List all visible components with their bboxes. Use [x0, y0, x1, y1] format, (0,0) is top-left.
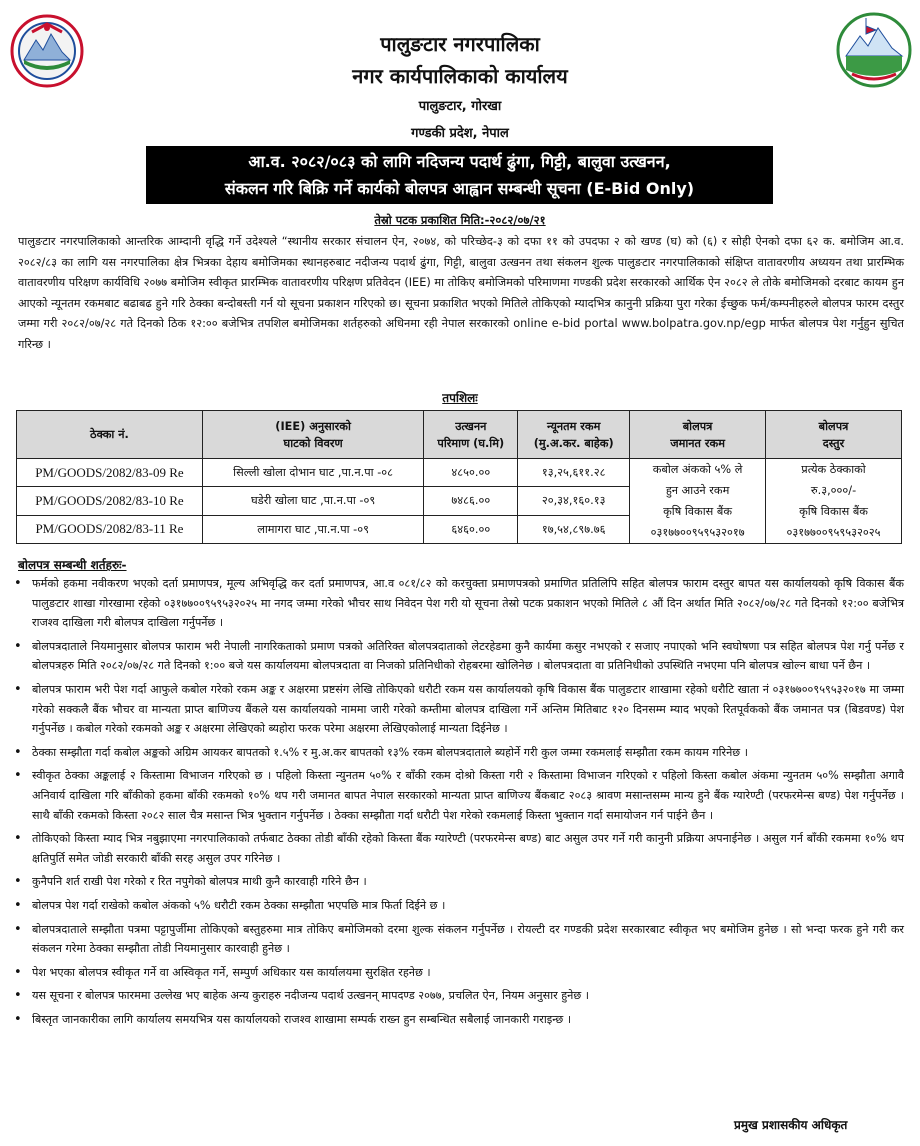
- notice-title-line-2: संकलन गरि बिक्रि गर्ने कार्यको बोलपत्र आह्वान सम्बन्धी सूचना (E-Bid Only): [224, 179, 695, 198]
- notice-title-banner: [146, 146, 773, 204]
- list-item: • बोलपत्रदाताले नियमानुसार बोलपत्र फाराम भरी नेपाली नागरिकताको प्रमाण पत्रको अतिरिक्त बोलपत्रदाताको लेटरहेडमा कुनै कार्यमा कसुर नभएको र सजाए नपाएको भनि स्वघोषणा पत्र सहित बोलपत्र पेश गर्नु पर्नेछ र बोलपत्रहरु मिति २०८२/०७/२८ गते दिनको १:०० बजे यस कार्यालयमा बोलपत्रदाता वा निजको प्रतिनिधीको रोहबरमा खोलिनेछ । बोलपत्रदाता वा प्रतिनिधीको उपस्थिति नभएमा पनि बोलपत्र खोल्न बाधा पर्ने छैन ।: [14, 638, 904, 673]
- contract-ref: PM/GOODS/2082/83-10 Re: [17, 487, 203, 515]
- col-header-site: (IEE) अनुसारको घाटको विवरण: [202, 411, 424, 459]
- min-amount: २०,३४,१६०.१३: [518, 487, 630, 515]
- quantity: ७४८६.००: [424, 487, 518, 515]
- quantity: ४८५०.००: [424, 459, 518, 487]
- office-address: पालुङटार, गोरखा: [418, 99, 502, 114]
- terms-list: [14, 574, 904, 1033]
- bullet-icon: •: [14, 874, 22, 890]
- min-amount: १३,२५,६११.२८: [518, 459, 630, 487]
- list-item: • बोलपत्र पेश गर्दा राखेको कबोल अंकको ५% धरौटी रकम ठेक्का सम्झौता भएपछि मात्र फिर्ता दिईने छ ।: [14, 896, 904, 916]
- col-header-contract-no: ठेक्का नं.: [17, 411, 203, 459]
- publish-date: तेस्रो पटक प्रकाशित मिति:-२०८२/०७/२१: [374, 213, 546, 227]
- office-name: नगर कार्यपालिकाको कार्यालय: [352, 64, 568, 88]
- list-item: • कुनैपनि शर्त राखी पेश गरेको र रित नपुगेको बोलपत्र माथी कुनै कारवाही गरिने छैन ।: [14, 872, 904, 892]
- intro-paragraph: पालुङटार नगरपालिकाको आन्तरिक आम्दानी वृद्धि गर्ने उदेश्यले “स्थानीय सरकार संचालन ऐन, २०७४, को परिच्छेद-३ को दफा ११ को उपदफा २ को खण्ड (घ) को (६) र सोही ऐनको दफा ६२ क. बमोजिम आ.व. २०८२/८३ का लागि यस नगरपालिका क्षेत्र भित्रका देहाय बमोजिमका स्थानहरुबाट नदीजन्य पदार्थ ढुंगा, गिट्टी, बालुवा उत्खनन तथा संकलन शुल्क पालुङटार नगरपालिकाको संक्षिप्त वातावरणीय अध्ययन तथा प्रारम्भिक वातावरणीय परिक्षण कार्यविधि २०७७ बमोजिम स्वीकृत प्रारम्भिक वातावरणीय परिक्षण प्रतिवेदन (IEE) मा तोकिए बमोजिमको परिमाणमा गण्डकी प्रदेश सरकारको आर्थिक ऐन २०८२ ले तोके बमोजिमको दरबाट कायम हुन आएको न्यूनतम रकमबाट बढाबढ हुने गरि ठेक्का बन्दोबस्ती गर्न यो सूचना प्रकाशन गरिएको छ। सूचना प्रकाशित भएको मितिले तोकिएको म्यादभित्र कानुनी प्रक्रिया पुरा गरेका ईच्छुक फर्म/कम्पनीहरुले बोलपत्र फारम दस्तुर जम्मा गरी २०८२/०७/२८ गते दिनको ठिक १२:०० बजेभित्र तपशिल बमोजिमका शर्तहरुको अधिनमा रही नेपाल सरकारको online e-bid portal www.bolpatra.gov.np/egp मार्फत बोलपत्र पेश गर्नुहुन सुचित गरिन्छ ।: [18, 235, 905, 351]
- bullet-icon: •: [14, 897, 22, 913]
- bullet-icon: •: [14, 831, 22, 847]
- list-item: • स्वीकृत ठेक्का अङ्कलाई २ किस्तामा विभाजन गरिएको छ । पहिलो किस्ता न्युनतम ५०% र बाँकी रकम दोश्रो किस्ता गरी २ किस्तामा विभाजन गरिएको र पहिलो किस्ता कबोल अंकमा न्युनतम ५०% सम्झौता अगावै अनिवार्य दाखिला गरि बाँकीको हकमा बाँकी रकमको १०% थप गरी जमानत बापत नेपाल सरकारको मान्यता प्राप्त बाणिज्य बैंकबाट २०८३ श्रावण मसान्तसम्म मान्य हुने बैंक ग्यारेण्टी (परफरमेन्स बण्ड) पेश गर्नुपर्नेछ । साथै बाँकी रकमको किस्ता २०८२ साल चैत्र मसान्त भित्र भुक्तान गर्नुपर्नेछ । ठेक्का सम्झौता गर्दा धरौटी पेश गरेको रकमलाई किस्ता भुक्तान गर्दा समायोजन गर्न पाईने छैन ।: [14, 768, 904, 822]
- list-item: • बोलपत्रदाताले सम्झौता पत्रमा पट्टापुर्जीमा तोकिएको बस्तुहरुमा मात्र तोकिए बमोजिमको दरमा शुल्क संकलन गर्नुपर्नेछ । रोयल्टी दर गण्डकी प्रदेश सरकारबाट स्वीकृत भए बमोजिम हुनेछ । सो भन्दा फरक हुने गरी कर संकलन गरेमा ठेक्का सम्झौता तोडी नियमानुसार कारवाही हुनेछ ।: [14, 921, 904, 956]
- list-item: • तोकिएको किस्ता म्याद भित्र नबुझाएमा नगरपालिकाको तर्फबाट ठेक्का तोडी बाँकी रहेको किस्ता बैंक ग्यारेण्टी (परफरमेन्स बण्ड) बाट असुल उपर गर्ने गरी कानुनी प्रक्रिया अपनाईनेछ । असुल गर्न बाँकी रकममा १०% थप क्षतिपुर्ति समेत जोडी सरकारी बाँकी सरह असुल उपर गरिनेछ ।: [14, 831, 904, 865]
- list-item: • फर्मको हकमा नवीकरण भएको दर्ता प्रमाणपत्र, मूल्य अभिवृद्धि कर दर्ता प्रमाणपत्र, आ.व ०८१/८२ को करचुक्ता प्रमाणपत्रको प्रमाणित प्रतिलिपि सहित बोलपत्र फाराम दस्तुर बापत यस कार्यालयको कृषि विकास बैंक पालुङटार शाखा गोरखामा रहेको ०३१७७००९५९५३२०२५ मा नगद जम्मा गरेको भौचर साथ निवेदन पेश गरी यो सूचना तेस्रो पटक प्रकाशन भएको मितिले ८ औं दिन अर्थात मिति २०८२/०७/२८ गते दिनको १२:०० बजेभित्र राजश्व दाखिला गरी बोलपत्र दाखिला गर्नुपर्नेछ ।: [14, 576, 904, 630]
- list-item: • यस सूचना र बोलपत्र फारममा उल्लेख भए बाहेक अन्य कुराहरु नदीजन्य पदार्थ उत्खनन् मापदण्ड २०७७, प्रचलित ऐन, नियम अनुसार हुनेछ ।: [14, 986, 904, 1006]
- min-amount: १७,५४,८९७.७६: [518, 515, 630, 543]
- bid-fee-cell: प्रत्येक ठेक्काको रु.३,०००/- कृषि विकास बैंक ०३१७७००९५९५३२०२५: [766, 459, 902, 544]
- terms-heading: बोलपत्र सम्बन्धी शर्तहरुः-: [18, 558, 127, 572]
- bullet-icon: •: [14, 768, 22, 784]
- quantity: ६४६०.००: [424, 515, 518, 543]
- bullet-icon: •: [14, 638, 22, 654]
- bullet-icon: •: [14, 964, 22, 980]
- contract-ref: PM/GOODS/2082/83-11 Re: [17, 515, 203, 543]
- contract-ref: PM/GOODS/2082/83-09 Re: [17, 459, 203, 487]
- col-header-quantity: उत्खनन परिमाण (घ.मि): [424, 411, 518, 459]
- contract-table: [16, 410, 902, 544]
- list-item: • ठेक्का सम्झौता गर्दा कबोल अङ्कको अग्रिम आयकर बापतको १.५% र मु.अ.कर बापतको १३% रकम बोलपत्रदाताले ब्यहोर्ने गरी कुल जम्मा रकमलाई सम्झौता रकम कायम गरिनेछ ।: [14, 743, 904, 763]
- bid-security-cell: कबोल अंकको ५% ले हुन आउने रकम कृषि विकास बैंक ०३१७७००९५९५३२०१७: [630, 459, 766, 544]
- col-header-bid-security: बोलपत्र जमानत रकम: [630, 411, 766, 459]
- signature-title: प्रमुख प्रशासकीय अधिकृत: [734, 1118, 848, 1132]
- list-item: • बिस्तृत जानकारीका लागि कार्यालय समयभित्र यस कार्यालयको राजश्व शाखामा सम्पर्क राख्न हुन सम्बन्धित सबैलाई जानकारी गराइन्छ ।: [14, 1010, 904, 1030]
- col-header-min-amount: न्यूनतम रकम (मु.अ.कर. बाहेक): [518, 411, 630, 459]
- bullet-icon: •: [14, 988, 22, 1004]
- col-header-bid-fee: बोलपत्र दस्तुर: [766, 411, 902, 459]
- site-name: घडेरी खोला घाट ,पा.न.पा -०९: [202, 487, 424, 515]
- municipality-name: पालुङटार नगरपालिका: [380, 32, 540, 56]
- list-item: • पेश भएका बोलपत्र स्वीकृत गर्ने वा अस्विकृत गर्ने, सम्पुर्ण अधिकार यस कार्यालयमा सुरक्षित रहनेछ ।: [14, 963, 904, 983]
- bullet-icon: •: [14, 921, 22, 937]
- bullet-icon: •: [14, 1011, 22, 1027]
- site-name: सिल्ली खोला दोभान घाट ,पा.न.पा -०८: [202, 459, 424, 487]
- bullet-icon: •: [14, 576, 22, 591]
- bullet-icon: •: [14, 681, 22, 697]
- notice-title-line-1: आ.व. २०८२/०८३ को लागि नदिजन्य पदार्थ ढुंगा, गिट्टी, बालुवा उत्खनन,: [248, 152, 671, 171]
- bullet-icon: •: [14, 744, 22, 760]
- schedule-heading: तपशिलः: [442, 391, 478, 405]
- list-item: • बोलपत्र फाराम भरी पेश गर्दा आफुले कबोल गरेको रकम अङ्क र अक्षरमा प्रष्टसंग लेखि तोकिएको धरौटी रकम यस कार्यालयको कृषि विकास बैंक पालुङटार शाखामा रहेको धरौटि खाता नं ०३१७७००९५९५३२०१७ मा जम्मा गरेको सक्कलै बैंक भौचर वा मान्यता प्राप्त बाणिज्य बैंकले यस कार्यालयको नाममा जारी गरेको कम्तीमा बोलपत्र दाखिला गर्ने अन्तिम मितिबाट १२० दिनसम्म म्याद भएको रितपूर्वकको बैंक जमानत पत्र (बिडवण्ड) पेश गर्नुपर्नेछ । कबोल गरेको रकमको अङ्क र अक्षरमा लेखिएको ब्यहोरा फरक परेमा अक्षरमा लेखिएकोलाई मान्यता दिईनेछ ।: [14, 681, 904, 736]
- table-header-row: [17, 411, 902, 459]
- province-name: गण्डकी प्रदेश, नेपाल: [411, 126, 509, 141]
- site-name: लामागरा घाट ,पा.न.पा -०९: [202, 515, 424, 543]
- table-row: [17, 459, 902, 487]
